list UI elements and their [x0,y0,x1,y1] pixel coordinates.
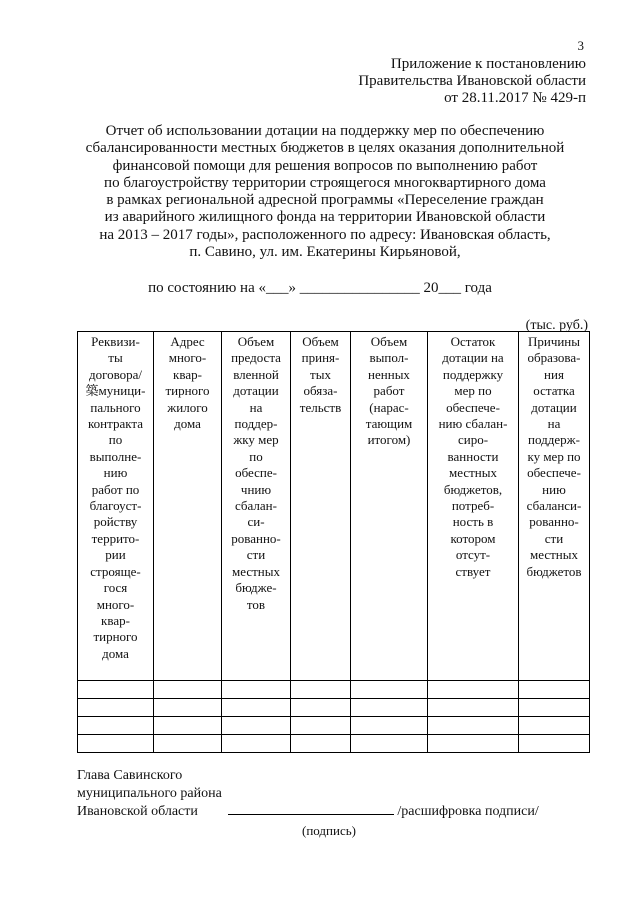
signature-block [77,767,597,821]
header-cell-line: гося [103,580,128,596]
title-line: на 2013 – 2017 годы», расположенного по адресу: Ивановская область, [99,226,551,243]
header-cell-line: Объем [370,334,408,349]
table-header-row [78,332,590,681]
header-cell-line: нию [542,481,566,497]
title-line: финансовой помощи для решения вопросов по выполнению работ [112,157,538,174]
header-cell-line: сти [544,530,564,546]
header-cell-contract [78,332,154,681]
header-cell-line: дома [174,416,201,432]
signature-title-line: муниципального района [77,785,222,801]
header-cell-line: нию сбалан- [438,416,508,432]
header-cell-line: Адрес [170,334,205,349]
header-cell-line: 築муници- [85,383,146,399]
table-cell [291,717,351,735]
header-cell-line: вленной [233,366,279,382]
header-cell-line: си- [247,514,265,530]
header-cell-line: жку мер [233,432,279,448]
header-cell-line: бюджетов, [443,481,503,497]
header-cell-line: ты [108,350,123,366]
table-cell [78,717,154,735]
title-line: Отчет об использовании дотации на поддержку мер по обеспечению [105,123,545,139]
header-cell-line: рии [105,547,126,563]
header-cell-line: ния [544,366,564,382]
header-cell-obligations [291,332,351,681]
header-cell-line: ность в [452,514,494,530]
header-cell-line: по [249,448,263,464]
table-cell [222,717,291,735]
header-cell-line: ку мер по [527,448,581,464]
header-cell-line: Причины [527,334,581,349]
header-cell-line: поддерж- [528,432,580,448]
table-cell [291,735,351,753]
table-cell [428,717,519,735]
header-cell-address [154,332,222,681]
table-cell [154,681,222,699]
header-cell-line: бюдже- [235,580,277,596]
header-cell-line: на [547,416,561,432]
header-cell-line: обеспе- [235,465,277,481]
table-cell [351,735,428,753]
header-cell-line: котором [450,530,496,546]
report-table [77,331,590,753]
header-cell-line: рованно- [231,530,281,546]
signature-title-line: Глава Савинского [77,768,183,783]
table-cell [351,717,428,735]
header-cell-line: пального [90,399,141,415]
header-cell-line: квар- [173,366,202,382]
header-cell-line: поддер- [234,416,278,432]
table-cell [351,681,428,699]
status-date-line: по состоянию на «___» ________________ 20___ года [148,280,492,296]
header-cell-line: тающим [365,416,413,432]
header-cell-line: местных [530,547,578,563]
header-cell-line: Остаток [450,334,496,349]
header-cell-line: по [108,432,123,448]
table-cell [519,681,590,699]
header-cell-line: сти [246,547,266,563]
signature-title-line: Ивановской области [77,804,198,819]
header-cell-line: (нарас- [369,399,409,415]
header-cell-remainder [428,332,519,681]
header-cell-line: выполне- [89,448,142,464]
header-cell-line: ройству [93,514,138,530]
approval-line: Приложение к постановлению [390,56,586,72]
header-cell-line: Объем [237,334,275,349]
report-title [40,123,610,261]
header-cell-line: тельств [299,399,342,415]
header-cell-line: работ [373,383,405,399]
header-cell-line: образова- [527,350,581,366]
header-cell-line: жилого [167,399,208,415]
table-cell [154,717,222,735]
approval-block [330,56,586,107]
table-cell [428,699,519,717]
table-cell [154,735,222,753]
header-cell-line: тых [310,366,331,382]
title-line: п. Савино, ул. им. Екатерины Кирьяновой, [189,244,461,261]
approval-line: Правительства Ивановской области [358,73,586,89]
title-line: в рамках региональной адресной программы «Переселение граждан [106,192,544,209]
table-cell [222,735,291,753]
header-cell-line: обяза- [303,383,338,399]
table-row [78,699,590,717]
header-cell-line: дома [102,645,129,661]
table-cell [78,681,154,699]
header-cell-line: поддержку [442,366,504,382]
header-cell-line: ненных [368,366,410,382]
header-cell-line: дотации [233,383,279,399]
header-cell-line: мер по [454,383,492,399]
table-cell [519,735,590,753]
table-cell [291,699,351,717]
header-cell-line: договора/ [88,366,143,382]
header-cell-line: бюджетов [526,563,582,579]
header-cell-line: рованно- [529,514,579,530]
table-row [78,717,590,735]
header-cell-line: местных [232,563,280,579]
header-cell-line: дотации на [442,350,504,366]
table-cell [291,681,351,699]
table-cell [428,735,519,753]
header-cell-line: ствует [455,563,491,579]
title-line: из аварийного жилищного фонда на территории Ивановской области [104,209,546,226]
header-cell-line: тирного [93,629,138,645]
table-row [78,735,590,753]
header-cell-line: отсут- [455,547,491,563]
header-cell-line: сбаланси- [526,498,582,514]
header-cell-line: контракта [88,416,143,432]
table-cell [78,699,154,717]
table-cell [519,699,590,717]
header-cell-line: обеспече- [446,399,500,415]
title-line: по благоустройству территории строящегося многоквартирного дома [104,174,546,191]
approval-line: от 28.11.2017 № 429-п [444,90,586,106]
header-cell-line: строяще- [90,563,141,579]
table-row [78,681,590,699]
header-cell-line: потреб- [451,498,495,514]
table-cell [78,735,154,753]
table-cell [428,681,519,699]
header-cell-line: остатка [533,383,575,399]
header-cell-line: ванности [447,448,499,464]
header-cell-line: тов [246,596,266,612]
header-cell-line: предоста [231,350,281,366]
header-cell-line: квар- [101,612,130,628]
header-cell-subsidy [222,332,291,681]
units-label: (тыс. руб.) [525,318,588,333]
header-cell-line: много- [168,350,207,366]
title-line: сбалансированности местных бюджетов в целях оказания дополнительной [85,140,565,157]
header-cell-line: Объем [302,334,339,349]
header-cell-line: на [249,399,263,415]
header-cell-line: приня- [301,350,340,366]
header-cell-line: работ по [91,481,140,497]
header-cell-line: дотации [531,399,577,415]
header-cell-line: тирного [165,383,210,399]
signature-row [77,802,597,821]
page-number: 3 [577,38,584,53]
header-cell-line: много- [96,596,135,612]
header-cell-line: сбалан- [235,498,277,514]
table-cell [222,681,291,699]
table-cell [154,699,222,717]
table-cell [222,699,291,717]
header-cell-line: обеспече- [527,465,581,481]
header-cell-line: итогом) [367,432,411,448]
table-cell [519,717,590,735]
header-cell-works [351,332,428,681]
signature-blank-line [228,802,394,815]
header-cell-reasons [519,332,590,681]
header-cell-line: Реквизи- [91,334,140,349]
signature-caption: (подпись) [302,823,356,838]
header-cell-line: местных [449,465,497,481]
signature-decode-label: /расшифровка подписи/ [397,804,539,819]
header-cell-line: сиро- [457,432,489,448]
table-cell [351,699,428,717]
header-cell-line: благоуст- [89,498,142,514]
header-cell-line: выпол- [369,350,409,366]
header-cell-line: нию [103,465,128,481]
header-cell-line: террито- [91,530,140,546]
header-cell-line: чнию [240,481,272,497]
